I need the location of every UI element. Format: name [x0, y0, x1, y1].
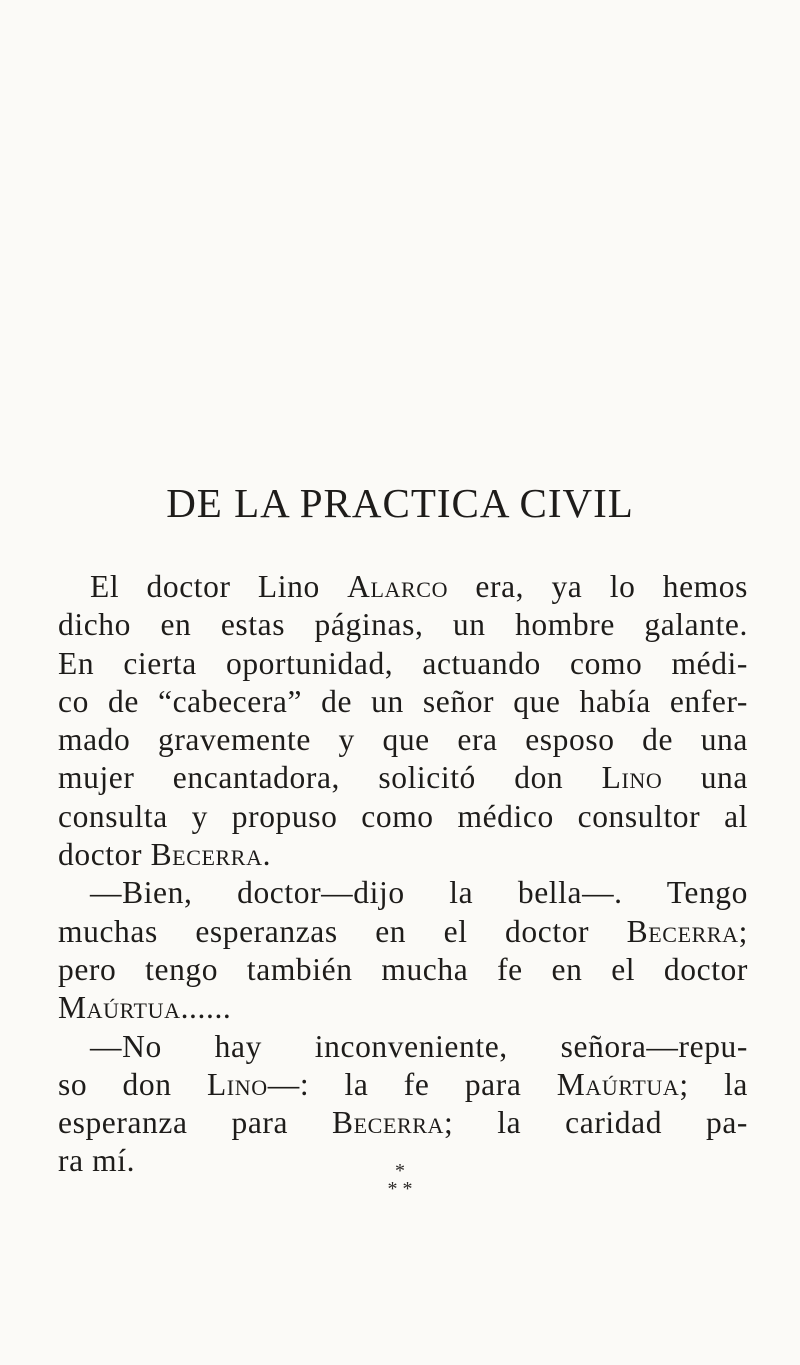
name-maurtua: Maúrtua	[556, 1066, 680, 1102]
paragraph-1-line-3: En cierta oportunidad, actuando como médi-	[58, 645, 748, 681]
paragraph-2-line-1: —Bien, doctor—dijo la bella—. Tengo	[90, 875, 748, 911]
paragraph-1-line-1: El doctor Lino Alarco era, ya lo hemos	[90, 569, 748, 604]
paragraph-1-line-4: co de “cabecera” de un señor que había enfer-	[58, 683, 748, 719]
paragraph-2-line-4: Maúrtua......	[58, 990, 232, 1026]
paragraph-1-line-7: consulta y propuso como médico consultor al	[58, 798, 748, 834]
paragraph-2-line-3: pero tengo también mucha fe en el doctor	[58, 951, 748, 987]
name-lino: Lino	[601, 760, 663, 796]
asterism-top: *	[395, 1160, 405, 1182]
name-alarco: Alarco	[347, 569, 449, 604]
name-becerra: Becerra	[626, 913, 739, 949]
paragraph-3-line-1: —No hay inconveniente, señora—repu-	[90, 1028, 748, 1064]
name-lino: Lino	[206, 1066, 268, 1102]
name-becerra: Becerra	[150, 837, 263, 873]
chapter-body	[58, 568, 748, 1181]
section-asterism	[0, 1162, 800, 1198]
paragraph-2-line-2: muchas esperanzas en el doctor Becerra;	[58, 913, 748, 949]
paragraph-3-line-4: ra mí.	[58, 1143, 136, 1179]
asterism-bottom: * *	[387, 1178, 413, 1200]
name-maurtua: Maúrtua	[58, 990, 181, 1026]
paragraph-1-line-2: dicho en estas páginas, un hombre galante.	[58, 607, 748, 643]
paragraph-1-line-5: mado gravemente y que era esposo de una	[58, 722, 748, 758]
name-becerra: Becerra	[332, 1105, 445, 1141]
paragraph-1-line-6: mujer encantadora, solicitó don Lino una	[58, 760, 748, 796]
paragraph-1-line-8: doctor Becerra.	[58, 837, 272, 873]
chapter-title: DE LA PRACTICA CIVIL	[166, 480, 634, 526]
paragraph-3-line-3: esperanza para Becerra; la caridad pa-	[58, 1105, 748, 1141]
paragraph-3-line-2: so don Lino—: la fe para Maúrtua; la	[58, 1066, 748, 1102]
